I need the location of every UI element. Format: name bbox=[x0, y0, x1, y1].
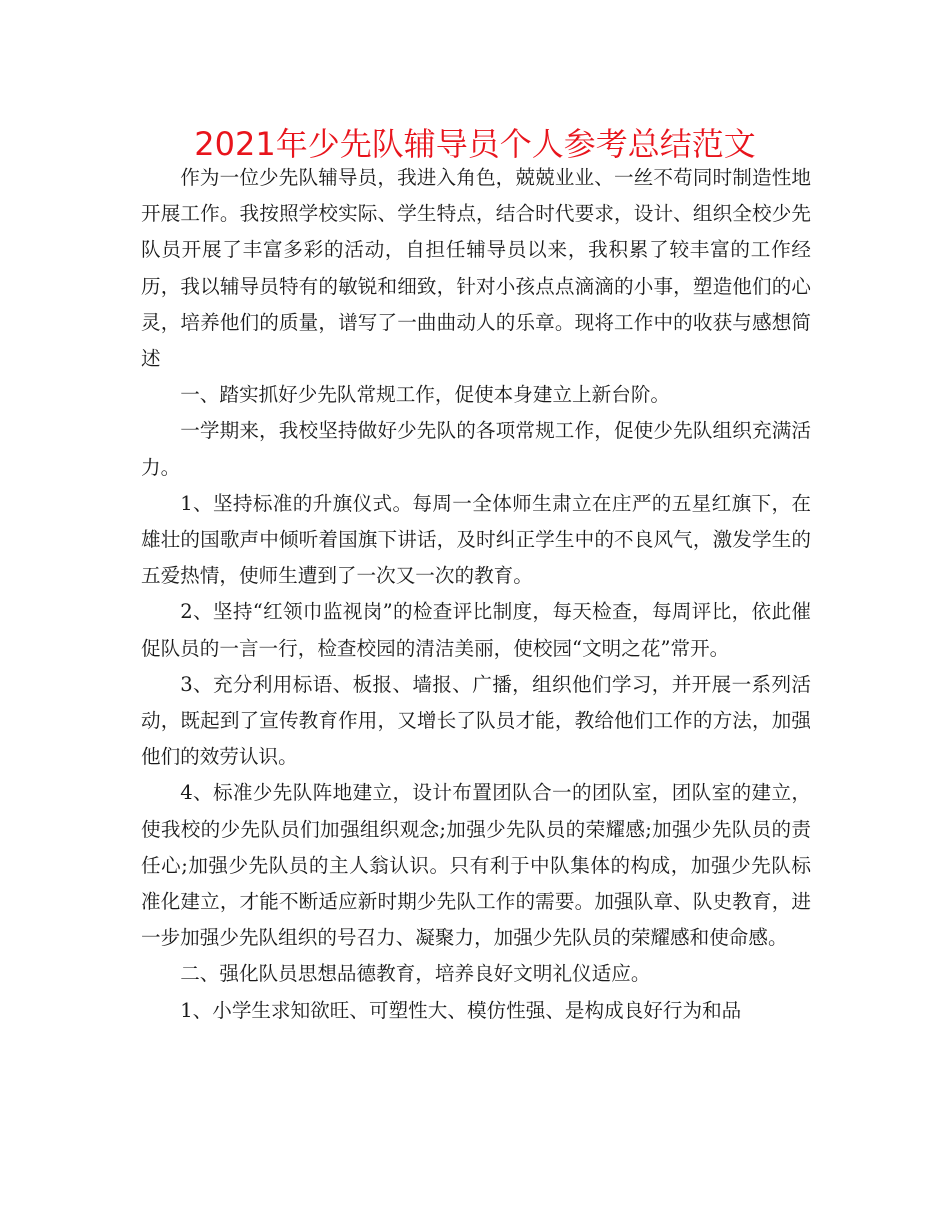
paragraph-item-3: 3、充分利用标语、板报、墙报、广播，组织他们学习，并开展一系列活动，既起到了宣传教育作用，又增长了队员才能，教给他们工作的方法，加强他们的效劳认识。 bbox=[141, 672, 811, 769]
document-body bbox=[141, 160, 811, 1029]
paragraph-item-5: 1、小学生求知欲旺、可塑性大、模仿性强、是构成良好行为和品 bbox=[180, 998, 742, 1022]
section-heading-1: 一、踏实抓好少先队常规工作，促使本身建立上新台阶。 bbox=[180, 383, 671, 407]
paragraph: 一学期来，我校坚持做好少先队的各项常规工作，促使少先队组织充满活力。 bbox=[141, 419, 811, 479]
paragraph-intro: 作为一位少先队辅导员，我进入角色，兢兢业业、一丝不苟同时制造性地开展工作。我按照学校实际、学生特点，结合时代要求，设计、组织全校少先队员开展了丰富多彩的活动，自担任辅导员以来，我积累了较丰富的工作经历，我以辅导员特有的敏锐和细致，针对小孩点点滴滴的小事，塑造他们的心灵，培养他们的质量，谱写了一曲曲动人的乐章。现将工作中的收获与感想简述 bbox=[141, 166, 811, 371]
paragraph-item-2: 2、坚持“红领巾监视岗”的检查评比制度，每天检查，每周评比，依此催促队员的一言一行，检查校园的清洁美丽，使校园“文明之花”常开。 bbox=[141, 600, 811, 660]
paragraph-item-4: 4、标准少先队阵地建立，设计布置团队合一的团队室，团队室的建立，使我校的少先队员们加强组织观念;加强少先队员的荣耀感;加强少先队员的责任心;加强少先队员的主人翁认识。只有利于中队集体的构成，加强少先队标准化建立，才能不断适应新时期少先队工作的需要。加强队章、队史教育，进一步加强少先队组织的号召力、凝聚力，加强少先队员的荣耀感和使命感。 bbox=[141, 781, 811, 950]
document-title: 2021年少先队辅导员个人参考总结范文 bbox=[194, 125, 756, 163]
paragraph-item-1: 1、坚持标准的升旗仪式。每周一全体师生肃立在庄严的五星红旗下，在雄壮的国歌声中倾听着国旗下讲话，及时纠正学生中的不良风气，激发学生的五爱热情，使师生遭到了一次又一次的教育。 bbox=[141, 491, 811, 588]
section-heading-2: 二、强化队员思想品德教育，培养良好文明礼仪适应。 bbox=[180, 962, 651, 986]
